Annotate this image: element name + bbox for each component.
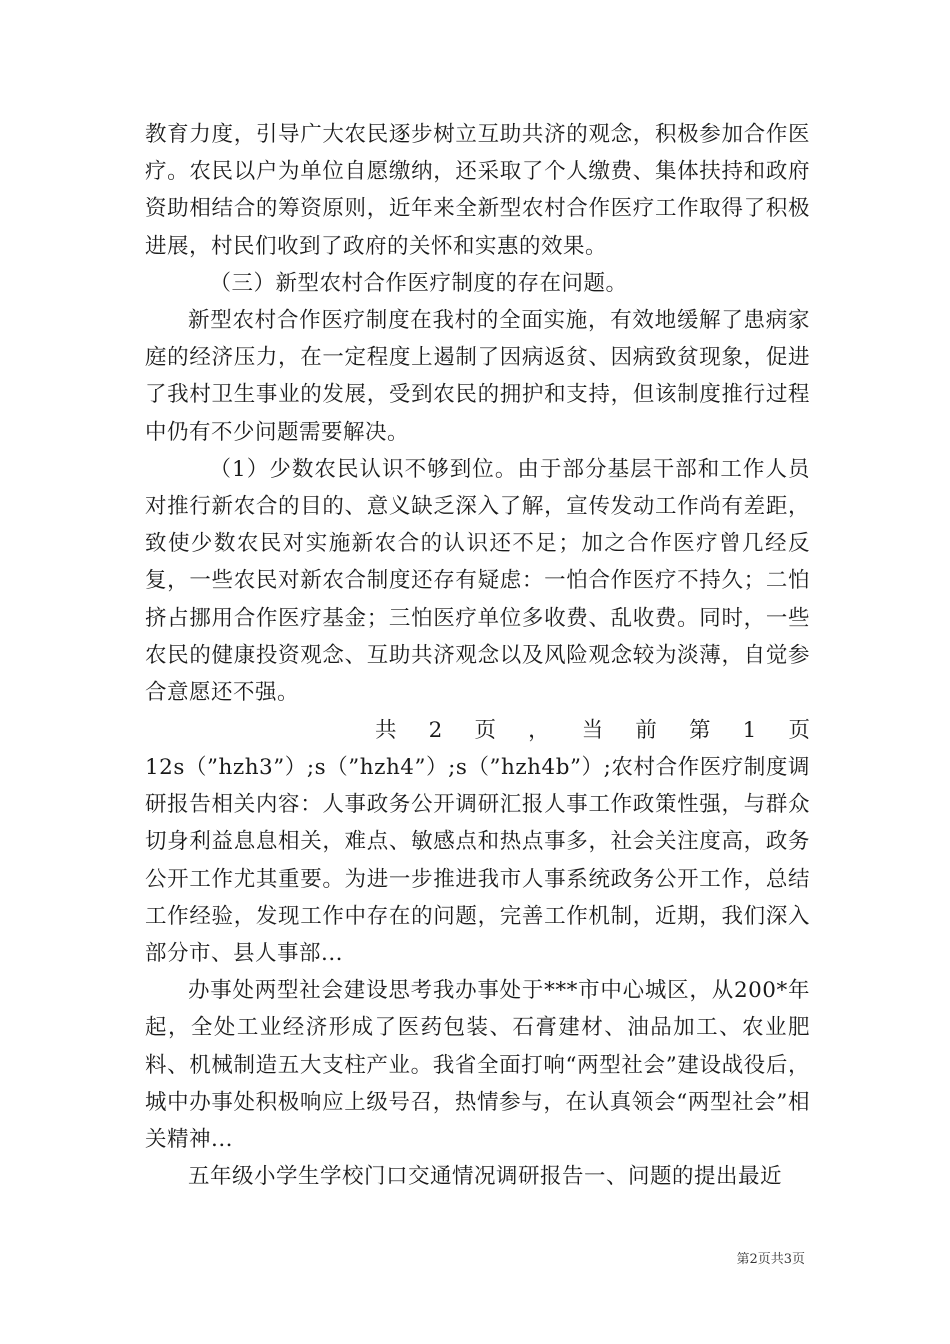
page-indicator-part: 1 <box>742 718 757 743</box>
related-content-paragraph: 12s（”hzh3”）;s（”hzh4”）;s（”hzh4b”）;农村合作医疗制度调研报告相关内容：人事政务公开调研汇报人事工作政策性强，与群众切身利益息息相关，难点、敏感点和热点事多，社会关注度高，政务公开工作尤其重要。为进一步推进我市人事系统政务公开工作，总结工作经验，发现工作中存在的问题，完善工作机制，近期，我们深入部分市、县人事部... <box>145 755 810 967</box>
paragraph-3: 新型农村合作医疗制度在我村的全面实施，有效地缓解了患病家庭的经济压力，在一定程度上遏制了因病返贫、因病致贫现象，促进了我村卫生事业的发展，受到农民的拥护和支持，但该制度推行过程中仍有不少问题需要解决。 <box>145 308 810 445</box>
page-indicator-part: 页 <box>788 718 810 743</box>
body-text-top <box>145 116 810 711</box>
related-article-excerpt-2: 五年级小学生学校门口交通情况调研报告一、问题的提出最近 <box>188 1164 783 1190</box>
page-indicator-part: 第 <box>689 718 711 743</box>
page-indicator <box>375 712 810 749</box>
related-article-excerpt-1: 办事处两型社会建设思考我办事处于***市中心城区，从200*年起，全处工业经济形成了医药包装、石膏建材、油品加工、农业肥料、机械制造五大支柱产业。我省全面打响“两型社会”建设战役后，城中办事处积极响应上级号召，热情参与，在认真领会“两型社会”相关精神... <box>145 978 810 1153</box>
page-indicator-part: 共 <box>375 718 397 743</box>
paragraph-4: （1）少数农民认识不够到位。由于部分基层干部和工作人员对推行新农合的目的、意义缺乏深入了解，宣传发动工作尚有差距，致使少数农民对实施新农合的认识还不足；加之合作医疗曾几经反复，一些农民对新农合制度还存有疑虑：一怕合作医疗不持久；二怕挤占挪用合作医疗基金；三怕医疗单位多收费、乱收费。同时，一些农民的健康投资观念、互助共济观念以及风险观念较为淡薄，自觉参合意愿还不强。 <box>145 456 810 706</box>
page-indicator-part: 当 <box>581 718 604 743</box>
page-indicator-part: 2 <box>428 718 443 743</box>
page-indicator-part: 页 <box>474 718 496 743</box>
section-heading-problems: （三）新型农村合作医疗制度的存在问题。 <box>209 270 628 296</box>
page-footer: 第2页共3页 <box>736 1252 805 1267</box>
page-indicator-part: ， <box>528 718 550 743</box>
page-indicator-part: 前 <box>635 718 657 743</box>
body-text-bottom <box>145 749 810 1195</box>
paragraph-1: 教育力度，引导广大农民逐步树立互助共济的观念，积极参加合作医疗。农民以户为单位自愿缴纳，还采取了个人缴费、集体扶持和政府资助相结合的筹资原则，近年来全新型农村合作医疗工作取得了积极进展，村民们收到了政府的关怀和实惠的效果。 <box>145 122 810 259</box>
